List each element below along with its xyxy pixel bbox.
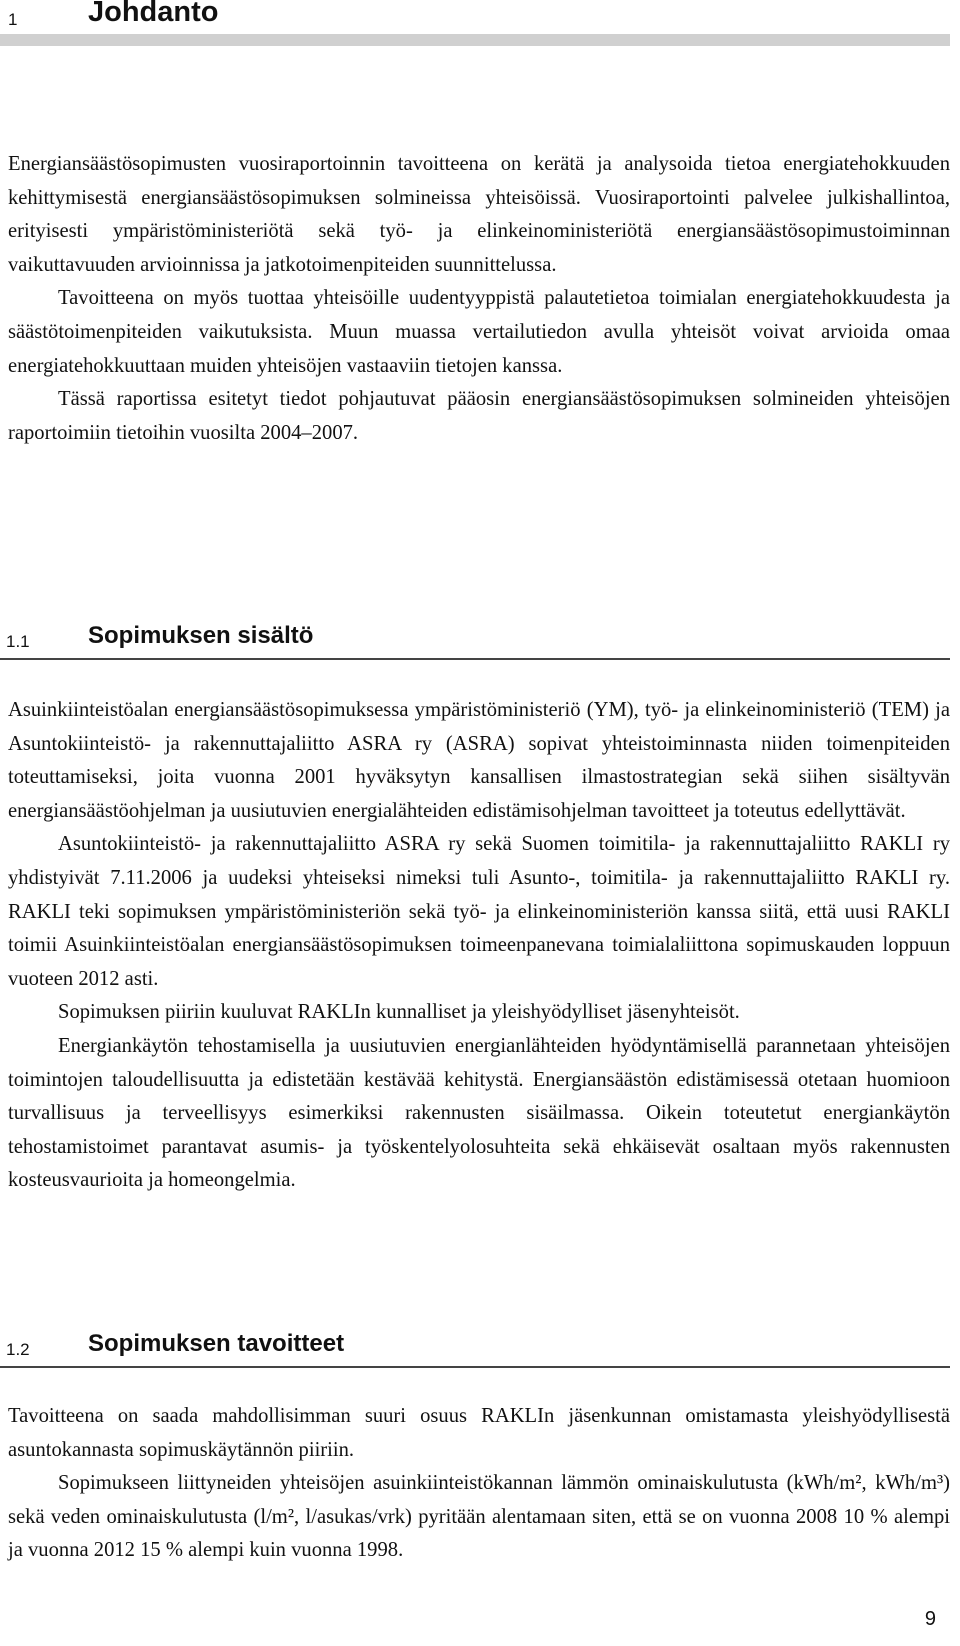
section-1-1-paragraph-4: Energiankäytön tehostamisella ja uusiutuvien energianlähteiden hyödyntämisellä parannetaan yhteisöjen toimintojen taloudellisuutta ja edistetään kestävää kehitystä. Energiansäästön edistämisessä otetaan huomioon turvallisuus ja terveellisyys esimerkiksi rakennusten sisäilmassa. Oikein toteutetut energiankäytön tehostamistoimet parantavat asumis- ja työskentelyolosuhteita sekä ehkäisevät osaltaan myös rakennusten kosteusvaurioita ja homeongelmia. [8, 1034, 950, 1192]
section-number: 1.1 [6, 632, 30, 651]
chapter-number: 1 [8, 10, 18, 29]
section-rule [0, 658, 950, 660]
section-heading-1-1 [0, 620, 950, 664]
chapter-title: Johdanto [88, 0, 219, 28]
section-1-1-paragraph-3: Sopimuksen piiriin kuuluvat RAKLIn kunnalliset ja yleishyödylliset jäsenyhteisöt. [58, 1001, 740, 1024]
section-1-2-paragraph-2: Sopimukseen liittyneiden yhteisöjen asuinkiinteistökannan lämmön ominaiskulutusta (kWh/m², kWh/m³) sekä veden ominaiskulutusta (l/m², l/asukas/vrk) pyritään alentamaan siten, että se on vuonna 2008 10 % alempi ja vuonna 2012 15 % alempi kuin vuonna 1998. [8, 1472, 950, 1562]
section-1-2-paragraph-1: Tavoitteena on saada mahdollisimman suuri osuus RAKLIn jäsenkunnan omistamasta yleishyödyllisestä asuntokannasta sopimuskäytännön piiriin. [8, 1405, 950, 1461]
section-1-2-body [8, 1400, 950, 1568]
section-title: Sopimuksen sisältö [88, 622, 314, 649]
intro-section [8, 148, 950, 450]
section-1-1-paragraph-2: Asuntokiinteistö- ja rakennuttajaliitto ASRA ry sekä Suomen toimitila- ja rakennuttajaliitto RAKLI ry yhdistyivät 7.11.2006 ja uudeksi yhteiseksi nimeksi tuli Asunto-, toimitila- ja rakennuttajaliitto RAKLI ry. RAKLI teki sopimuksen ympäristöministeriön sekä työ- ja elinkeinoministeriön kanssa siitä, että uusi RAKLI toimii Asuinkiinteistöalan energiansäästösopimuksen toimeenpanevana toimialaliittona sopimuskauden loppuun vuoteen 2012 asti. [8, 833, 950, 990]
chapter-heading [0, 0, 950, 52]
section-heading-1-2 [0, 1328, 950, 1372]
heading-rule [0, 34, 950, 46]
intro-paragraph-3: Tässä raportissa esitetyt tiedot pohjautuvat pääosin energiansäästösopimuksen solmineiden yhteisöjen raportoimiin tietoihin vuosilta 2004–2007. [8, 388, 950, 444]
intro-paragraph-1: Energiansäästösopimusten vuosiraportoinnin tavoitteena on kerätä ja analysoida tietoa energiatehokkuuden kehittymisestä energiansäästösopimuksen solmineissa yhteisöissä. Vuosiraportointi palvelee julkishallintoa, erityisesti ympäristöministeriötä sekä työ- ja elinkeinoministeriötä energiansäästösopimustoiminnan vaikuttavuuden arvioinnissa ja jatkotoimenpiteiden suunnittelussa. [8, 153, 950, 276]
section-number: 1.2 [6, 1340, 30, 1359]
section-1-1-paragraph-1: Asuinkiinteistöalan energiansäästösopimuksessa ympäristöministeriö (YM), työ- ja elinkeinoministeriö (TEM) ja Asuntokiinteistö- ja rakennuttajaliitto ASRA ry (ASRA) sopivat yhteistoiminnasta niiden toimenpiteiden toteuttamiseksi, joita vuonna 2001 hyväksytyn kansallisen ilmastostrategian sekä siihen sisältyvän energiansäästöohjelman ja uusiutuvien energialähteiden edistämisohjelman tavoitteet ja toteutus edellyttävät. [8, 699, 950, 822]
page-number: 9 [924, 1608, 936, 1630]
section-title: Sopimuksen tavoitteet [88, 1330, 345, 1357]
section-rule [0, 1366, 950, 1368]
intro-paragraph-2: Tavoitteena on myös tuottaa yhteisöille uudentyyppistä palautetietoa toimialan energiatehokkuudesta ja säästötoimenpiteiden vaikutuksista. Muun muassa vertailutiedon avulla yhteisöt voivat arvioida omaa energiatehokkuuttaan muiden yhteisöjen vastaaviin tietojen kanssa. [8, 287, 950, 377]
section-1-1-body [8, 694, 950, 1198]
